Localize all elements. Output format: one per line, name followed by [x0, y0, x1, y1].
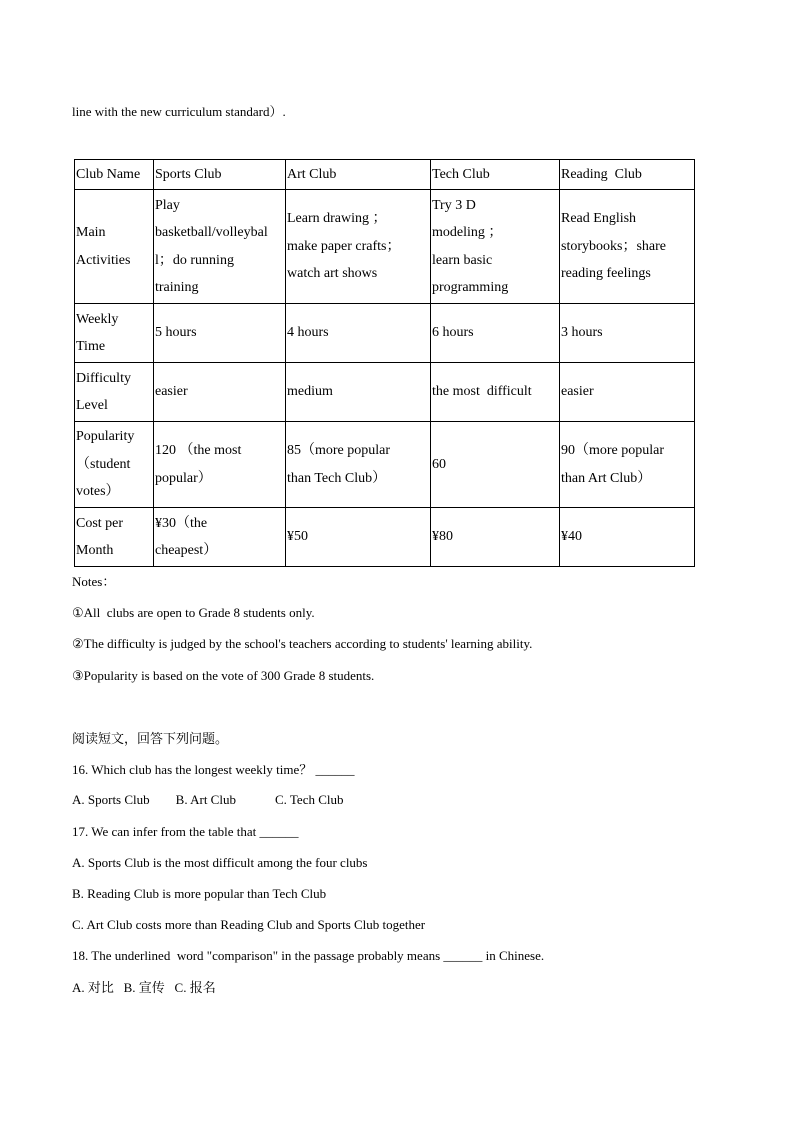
row-label: Popularity （student votes） — [75, 422, 154, 508]
table-cell: Play basketball/volleybal l；do running training — [154, 190, 286, 304]
intro-line: line with the new curriculum standard）. — [72, 104, 286, 119]
table-cell: ¥30（the cheapest） — [154, 508, 286, 567]
table-cell: 90（more popular than Art Club） — [560, 422, 695, 508]
question-options: A. Sports Club B. Art Club C. Tech Club — [72, 792, 344, 807]
header-cell: Reading Club — [560, 160, 695, 190]
note-item: ②The difficulty is judged by the school's teachers according to students' learning ability. — [72, 636, 533, 651]
table-row-popularity — [75, 422, 695, 508]
table-cell: medium — [286, 363, 431, 422]
table-cell: ¥50 — [286, 508, 431, 567]
question-stem: 18. The underlined word "comparison" in the passage probably means ______ in Chinese. — [72, 948, 545, 963]
table-cell: 120 （the most popular） — [154, 422, 286, 508]
table-cell: ¥80 — [431, 508, 560, 567]
table-row-cost — [75, 508, 695, 567]
note-item: ③Popularity is based on the vote of 300 Grade 8 students. — [72, 668, 375, 683]
notes-heading: Notes： — [72, 574, 116, 589]
header-cell: Tech Club — [431, 160, 560, 190]
header-cell: Sports Club — [154, 160, 286, 190]
row-label: Weekly Time — [75, 304, 154, 363]
table-cell: ¥40 — [560, 508, 695, 567]
row-label: Difficulty Level — [75, 363, 154, 422]
table-cell: easier — [154, 363, 286, 422]
header-cell: Art Club — [286, 160, 431, 190]
table-row-difficulty — [75, 363, 695, 422]
table-cell: Learn drawing ； make paper crafts； watch art shows — [286, 190, 431, 304]
table-row-weekly-time — [75, 304, 695, 363]
question-option: A. Sports Club is the most difficult among the four clubs — [72, 855, 368, 870]
table-cell: Try 3 D modeling ； learn basic programming — [431, 190, 560, 304]
table-header-row — [75, 160, 695, 190]
table-cell: 60 — [431, 422, 560, 508]
table-cell: Read English storybooks；share reading feelings — [560, 190, 695, 304]
table-cell: 5 hours — [154, 304, 286, 363]
header-cell: Club Name — [75, 160, 154, 190]
table-cell: the most difficult — [431, 363, 560, 422]
question-option: B. Reading Club is more popular than Tech Club — [72, 886, 327, 901]
table-cell: 85（more popular than Tech Club） — [286, 422, 431, 508]
table-cell: easier — [560, 363, 695, 422]
question-stem: 17. We can infer from the table that ______ — [72, 824, 299, 839]
instruction: 阅读短文，回答下列问题。 — [72, 731, 229, 746]
note-item: ①All clubs are open to Grade 8 students only. — [72, 605, 315, 620]
club-table — [74, 159, 695, 567]
question-options: A. 对比 B. 宣传 C. 报名 — [72, 980, 216, 995]
question-stem: 16. Which club has the longest weekly time？ ______ — [72, 762, 355, 777]
table-cell: 4 hours — [286, 304, 431, 363]
table-row-main-activities — [75, 190, 695, 304]
row-label: Main Activities — [75, 190, 154, 304]
question-option: C. Art Club costs more than Reading Club and Sports Club together — [72, 917, 426, 932]
table-cell: 6 hours — [431, 304, 560, 363]
table-cell: 3 hours — [560, 304, 695, 363]
row-label: Cost per Month — [75, 508, 154, 567]
